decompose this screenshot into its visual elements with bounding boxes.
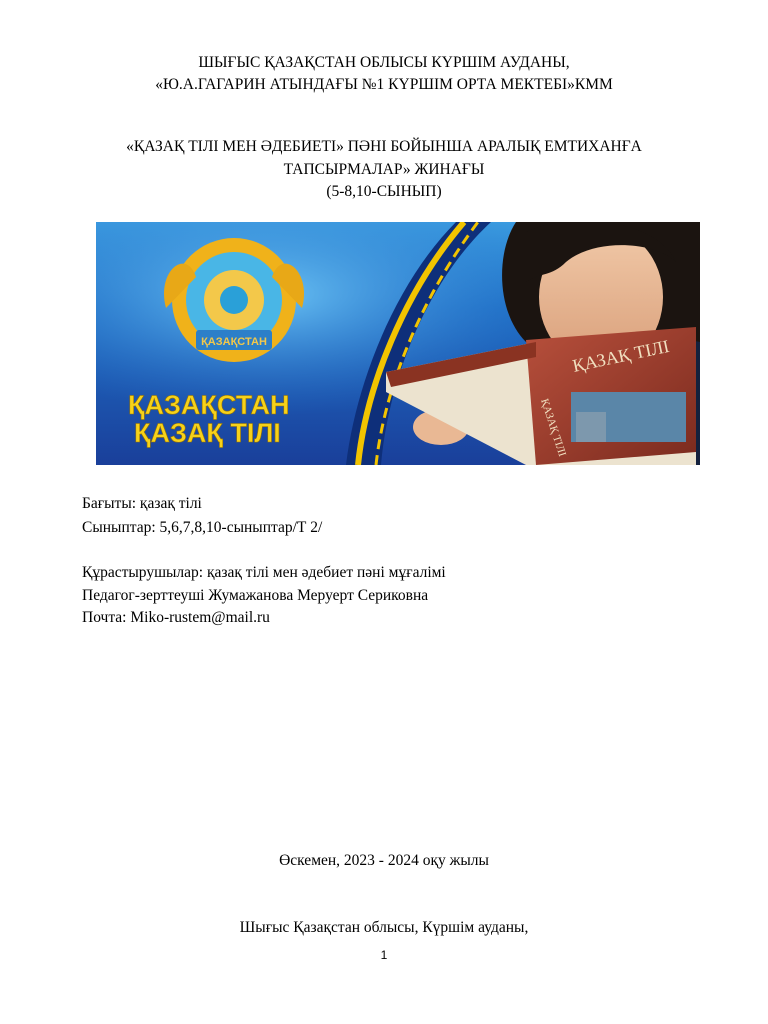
book-spine-text: ҚАЗАҚ ТІЛІ — [538, 397, 569, 459]
title-line-2: ТАПСЫРМАЛАР» ЖИНАҒЫ — [283, 161, 485, 178]
banner-caption-line-1: ҚАЗАҚСТАН — [128, 390, 290, 420]
emblem-text: ҚАЗАҚСТАН — [201, 336, 267, 348]
compilers-line: Құрастырушылар: қазақ тілі мен әдебиет пәні мұғалімі — [82, 564, 446, 581]
cover-banner-image — [96, 222, 700, 465]
title-line-1: «ҚАЗАҚ ТІЛІ МЕН ӘДЕБИЕТІ» ПӘНІ БОЙЫНША АРАЛЫҚ ЕМТИХАНҒА — [126, 138, 642, 155]
header-line-2: «Ю.А.ГАГАРИН АТЫНДАҒЫ №1 КҮРШІМ ОРТА МЕКТЕБІ»КММ — [155, 76, 613, 93]
email-line: Почта: Miko-rustem@mail.ru — [82, 609, 270, 626]
header-line-1: ШЫҒЫС ҚАЗАҚСТАН ОБЛЫСЫ КҮРШІМ АУДАНЫ, — [198, 54, 570, 71]
place-year-line: Өскемен, 2023 - 2024 оқу жылы — [279, 852, 489, 869]
banner-illustration — [96, 222, 700, 465]
author-line: Педагог-зерттеуші Жумажанова Меруерт Сериковна — [82, 587, 429, 604]
region-line: Шығыс Қазақстан облысы, Күршім ауданы, — [239, 919, 529, 936]
page-number: 1 — [380, 948, 388, 962]
classes-line: Сыныптар: 5,6,7,8,10-сыныптар/Т 2/ — [82, 519, 323, 536]
title-line-3: (5-8,10-СЫНЫП) — [326, 183, 442, 200]
book-title: ҚАЗАҚ ТІЛІ — [570, 335, 671, 376]
banner-caption-line-2: ҚАЗАҚ ТІЛІ — [134, 418, 281, 448]
direction-line: Бағыты: қазақ тілі — [82, 495, 202, 512]
